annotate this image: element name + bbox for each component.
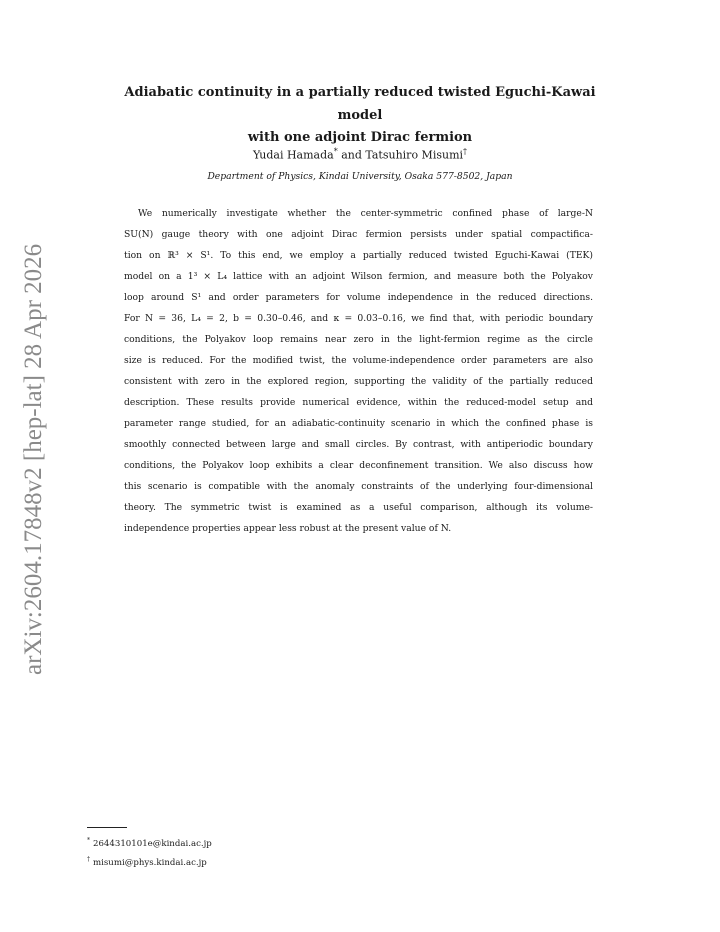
author-footnote-mark: * <box>333 147 338 156</box>
author-list <box>100 147 620 162</box>
author-footnote-mark: † <box>463 147 468 156</box>
abstract-line: this scenario is compatible with the anomaly constraints of the underlying four-dimensional <box>124 481 593 492</box>
abstract-line: loop around S¹ and order parameters for volume independence in the reduced directions. <box>124 292 593 303</box>
abstract-line: tion on ℝ³ × S¹. To this end, we employ a partially reduced twisted Eguchi-Kawai (TEK) <box>124 250 593 261</box>
abstract-line: model on a 1³ × L₄ lattice with an adjoint Wilson fermion, and measure both the Polyakov <box>124 271 593 282</box>
abstract-line: description. These results provide numerical evidence, within the reduced-model setup and <box>124 397 593 408</box>
abstract-line: independence properties appear less robust at the present value of N. <box>124 523 452 534</box>
abstract-line: parameter range studied, for an adiabatic-continuity scenario in which the confined phase is <box>124 418 593 429</box>
abstract-line: consistent with zero in the explored region, supporting the validity of the partially reduced <box>124 376 593 387</box>
title-line-2: with one adjoint Dirac fermion <box>247 130 473 145</box>
author-name: Yudai Hamada <box>252 148 334 162</box>
abstract-line: size is reduced. For the modified twist, the volume-independence order parameters are also <box>124 355 593 366</box>
footnote <box>87 833 212 852</box>
abstract-line: For N = 36, L₄ = 2, b = 0.30–0.46, and κ = 0.03–0.16, we find that, with periodic boundary <box>124 313 593 324</box>
abstract <box>124 203 593 539</box>
affiliation: Department of Physics, Kindai University, Osaka 577-8502, Japan <box>207 171 513 182</box>
footnote <box>87 852 212 871</box>
footnote-email[interactable]: misumi@phys.kindai.ac.jp <box>93 857 207 868</box>
title-line-1: Adiabatic continuity in a partially reduced twisted Eguchi-Kawai model <box>124 85 596 123</box>
footnotes <box>87 833 212 871</box>
author-separator: and <box>341 148 362 162</box>
author-name: Tatsuhiro Misumi <box>365 148 464 162</box>
footnote-mark: † <box>87 855 90 863</box>
abstract-line: conditions, the Polyakov loop exhibits a clear deconfinement transition. We also discuss how <box>124 460 593 471</box>
abstract-line: We numerically investigate whether the center-symmetric confined phase of large-N <box>138 208 593 219</box>
abstract-line: conditions, the Polyakov loop remains near zero in the light-fermion regime as the circle <box>124 334 593 345</box>
paper-title <box>100 82 620 150</box>
abstract-line: smoothly connected between large and small circles. By contrast, with antiperiodic boundary <box>124 439 593 450</box>
footnote-rule <box>87 827 127 828</box>
footnote-email[interactable]: 2644310101e@kindai.ac.jp <box>93 838 212 849</box>
abstract-line: theory. The symmetric twist is examined as a useful comparison, although its volume- <box>124 502 593 513</box>
footnote-mark: * <box>87 837 90 844</box>
arxiv-identifier: arXiv:2604.17848v2 [hep-lat] 28 Apr 2026 <box>20 243 47 675</box>
abstract-line: SU(N) gauge theory with one adjoint Dirac fermion persists under spatial compactifica- <box>124 229 593 240</box>
